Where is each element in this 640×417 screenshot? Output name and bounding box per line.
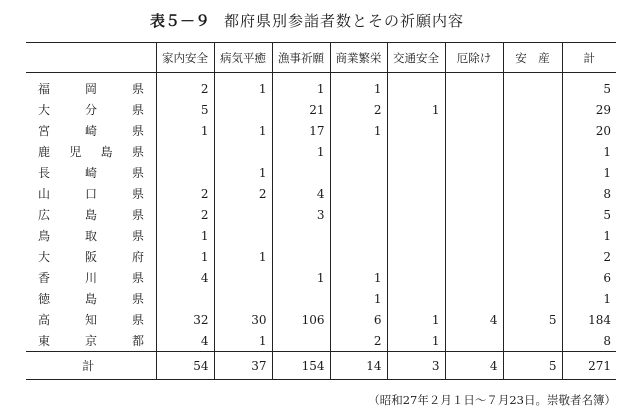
prefecture-char: 県 <box>131 229 144 243</box>
count-cell: 4 <box>156 267 214 288</box>
count-cell: 3 <box>272 204 330 225</box>
count-cell: 1 <box>330 288 387 309</box>
count-cell <box>445 330 503 352</box>
prefecture-char: 児 <box>69 145 82 159</box>
prefecture-name <box>26 330 156 352</box>
count-cell <box>330 183 387 204</box>
count-cell <box>214 288 272 309</box>
count-cell <box>272 246 330 267</box>
count-cell <box>445 99 503 120</box>
table-row <box>26 204 616 225</box>
prefecture-char: 島 <box>84 292 97 306</box>
header-row <box>26 43 616 73</box>
table-number: 表５－９ <box>150 12 211 30</box>
prefecture-char: 岡 <box>84 82 97 96</box>
prefecture-char: 大 <box>38 103 51 117</box>
count-cell <box>503 99 562 120</box>
count-cell <box>445 162 503 183</box>
count-cell <box>503 183 562 204</box>
total-label: 計 <box>26 352 156 380</box>
prefecture-char: 都 <box>131 334 144 348</box>
count-cell: 1 <box>214 330 272 352</box>
count-cell: 1 <box>156 120 214 141</box>
count-cell <box>387 183 445 204</box>
table-row <box>26 267 616 288</box>
table-row <box>26 73 616 100</box>
prefecture-name <box>26 267 156 288</box>
count-cell: 1 <box>272 141 330 162</box>
table-row <box>26 141 616 162</box>
count-cell: 8 <box>562 183 616 204</box>
prefecture-char: 島 <box>100 145 113 159</box>
count-cell: 1 <box>272 73 330 100</box>
count-cell <box>330 162 387 183</box>
count-cell: 2 <box>156 73 214 100</box>
count-cell <box>156 162 214 183</box>
count-cell: 5 <box>562 204 616 225</box>
prefecture-name <box>26 120 156 141</box>
count-cell: 1 <box>214 73 272 100</box>
header-cell: 計 <box>562 43 616 73</box>
count-cell <box>445 288 503 309</box>
prefecture-char: 県 <box>131 313 144 327</box>
count-cell: 2 <box>156 183 214 204</box>
prefecture-char: 鳥 <box>38 229 51 243</box>
table-row <box>26 246 616 267</box>
count-cell: 1 <box>330 73 387 100</box>
prefecture-char: 鹿 <box>38 145 51 159</box>
prefecture-char: 県 <box>131 208 144 222</box>
count-cell <box>272 225 330 246</box>
count-cell <box>387 141 445 162</box>
prefecture-name <box>26 204 156 225</box>
count-cell <box>503 246 562 267</box>
prefecture-char: 高 <box>38 313 51 327</box>
prefecture-char: 県 <box>131 187 144 201</box>
count-cell: 1 <box>214 120 272 141</box>
count-cell: 30 <box>214 309 272 330</box>
prefecture-name <box>26 288 156 309</box>
count-cell <box>387 225 445 246</box>
count-cell: 17 <box>272 120 330 141</box>
count-cell <box>214 267 272 288</box>
prefecture-char: 崎 <box>84 124 97 138</box>
count-cell <box>330 225 387 246</box>
count-cell: 5 <box>503 309 562 330</box>
count-cell <box>330 204 387 225</box>
count-cell <box>503 73 562 100</box>
count-cell <box>387 162 445 183</box>
count-cell <box>214 204 272 225</box>
count-cell <box>445 225 503 246</box>
prefecture-char: 阪 <box>84 250 97 264</box>
count-cell <box>387 120 445 141</box>
table-caption: 都府県別参詣者数とその祈願内容 <box>224 12 465 30</box>
header-cell: 商業繁栄 <box>330 43 387 73</box>
total-cell: 4 <box>445 352 503 380</box>
table-row <box>26 288 616 309</box>
table-row <box>26 330 616 352</box>
prefecture-char: 県 <box>131 292 144 306</box>
count-cell <box>272 162 330 183</box>
count-cell: 1 <box>562 288 616 309</box>
count-cell: 4 <box>445 309 503 330</box>
prefecture-char: 宮 <box>38 124 51 138</box>
count-cell <box>156 141 214 162</box>
count-cell: 20 <box>562 120 616 141</box>
prefecture-char: 福 <box>38 82 51 96</box>
count-cell <box>214 225 272 246</box>
count-cell <box>445 183 503 204</box>
prefecture-char: 崎 <box>84 166 97 180</box>
count-cell: 1 <box>387 99 445 120</box>
prefecture-char: 川 <box>84 271 97 285</box>
prefecture-char: 長 <box>38 166 51 180</box>
prefecture-name <box>26 162 156 183</box>
table-row <box>26 120 616 141</box>
prefecture-char: 大 <box>38 250 51 264</box>
count-cell <box>214 141 272 162</box>
prefecture-char: 島 <box>84 208 97 222</box>
total-cell: 5 <box>503 352 562 380</box>
total-row <box>26 352 616 380</box>
prefecture-name <box>26 73 156 100</box>
count-cell: 2 <box>562 246 616 267</box>
count-cell <box>503 204 562 225</box>
count-cell <box>387 288 445 309</box>
prefecture-char: 徳 <box>38 292 51 306</box>
count-cell <box>387 246 445 267</box>
prefecture-char: 府 <box>131 250 144 264</box>
total-cell: 3 <box>387 352 445 380</box>
total-cell: 154 <box>272 352 330 380</box>
count-cell <box>272 330 330 352</box>
count-cell <box>503 225 562 246</box>
count-cell: 5 <box>562 73 616 100</box>
prefecture-char: 県 <box>131 124 144 138</box>
count-cell: 32 <box>156 309 214 330</box>
table-row <box>26 309 616 330</box>
header-cell: 病気平癒 <box>214 43 272 73</box>
count-cell: 2 <box>330 330 387 352</box>
count-cell <box>503 120 562 141</box>
count-cell: 8 <box>562 330 616 352</box>
prefecture-prayer-table <box>26 42 616 380</box>
table-body <box>26 73 616 352</box>
count-cell: 4 <box>156 330 214 352</box>
header-cell: 漁事祈願 <box>272 43 330 73</box>
prefecture-name <box>26 309 156 330</box>
prefecture-name <box>26 225 156 246</box>
prefecture-char: 香 <box>38 271 51 285</box>
count-cell <box>445 73 503 100</box>
table-row <box>26 99 616 120</box>
prefecture-char: 山 <box>38 187 51 201</box>
prefecture-name <box>26 246 156 267</box>
count-cell <box>272 288 330 309</box>
count-cell: 1 <box>214 162 272 183</box>
header-corner <box>26 43 156 73</box>
count-cell <box>445 267 503 288</box>
count-cell <box>214 99 272 120</box>
prefecture-name <box>26 99 156 120</box>
total-cell: 14 <box>330 352 387 380</box>
count-cell: 6 <box>330 309 387 330</box>
count-cell <box>445 204 503 225</box>
count-cell: 5 <box>156 99 214 120</box>
total-cell: 37 <box>214 352 272 380</box>
count-cell: 1 <box>387 330 445 352</box>
count-cell <box>503 267 562 288</box>
prefecture-char: 県 <box>131 145 144 159</box>
count-cell <box>330 141 387 162</box>
count-cell <box>330 246 387 267</box>
count-cell <box>156 288 214 309</box>
count-cell <box>503 141 562 162</box>
count-cell: 29 <box>562 99 616 120</box>
count-cell: 1 <box>156 246 214 267</box>
count-cell: 106 <box>272 309 330 330</box>
header-cell: 安 産 <box>503 43 562 73</box>
table-row <box>26 162 616 183</box>
count-cell <box>503 162 562 183</box>
prefecture-name <box>26 141 156 162</box>
prefecture-char: 口 <box>84 187 97 201</box>
count-cell: 184 <box>562 309 616 330</box>
count-cell: 1 <box>214 246 272 267</box>
prefecture-name <box>26 183 156 204</box>
prefecture-char: 知 <box>84 313 97 327</box>
count-cell <box>445 120 503 141</box>
count-cell: 1 <box>562 141 616 162</box>
count-cell: 1 <box>562 225 616 246</box>
header-cell: 厄除け <box>445 43 503 73</box>
count-cell <box>503 330 562 352</box>
prefecture-char: 広 <box>38 208 51 222</box>
count-cell: 21 <box>272 99 330 120</box>
header-cell: 交通安全 <box>387 43 445 73</box>
prefecture-char: 県 <box>131 271 144 285</box>
prefecture-char: 東 <box>38 334 51 348</box>
count-cell <box>387 267 445 288</box>
count-cell <box>387 73 445 100</box>
count-cell <box>445 246 503 267</box>
count-cell <box>503 288 562 309</box>
prefecture-char: 県 <box>131 82 144 96</box>
count-cell: 4 <box>272 183 330 204</box>
prefecture-char: 京 <box>84 334 97 348</box>
total-cell: 54 <box>156 352 214 380</box>
count-cell: 1 <box>387 309 445 330</box>
count-cell: 1 <box>330 267 387 288</box>
count-cell: 1 <box>272 267 330 288</box>
header-cell: 家内安全 <box>156 43 214 73</box>
table-title <box>150 10 464 31</box>
count-cell: 1 <box>330 120 387 141</box>
table-row <box>26 183 616 204</box>
prefecture-char: 県 <box>131 166 144 180</box>
count-cell: 2 <box>156 204 214 225</box>
table-row <box>26 225 616 246</box>
count-cell: 2 <box>330 99 387 120</box>
count-cell: 1 <box>562 162 616 183</box>
prefecture-char: 取 <box>84 229 97 243</box>
count-cell: 1 <box>156 225 214 246</box>
count-cell <box>445 141 503 162</box>
source-note: （昭和27年２月１日～７月23日。崇敬者名簿） <box>368 393 616 407</box>
prefecture-char: 分 <box>84 103 97 117</box>
prefecture-char: 県 <box>131 103 144 117</box>
count-cell: 6 <box>562 267 616 288</box>
total-cell: 271 <box>562 352 616 380</box>
count-cell: 2 <box>214 183 272 204</box>
count-cell <box>387 204 445 225</box>
